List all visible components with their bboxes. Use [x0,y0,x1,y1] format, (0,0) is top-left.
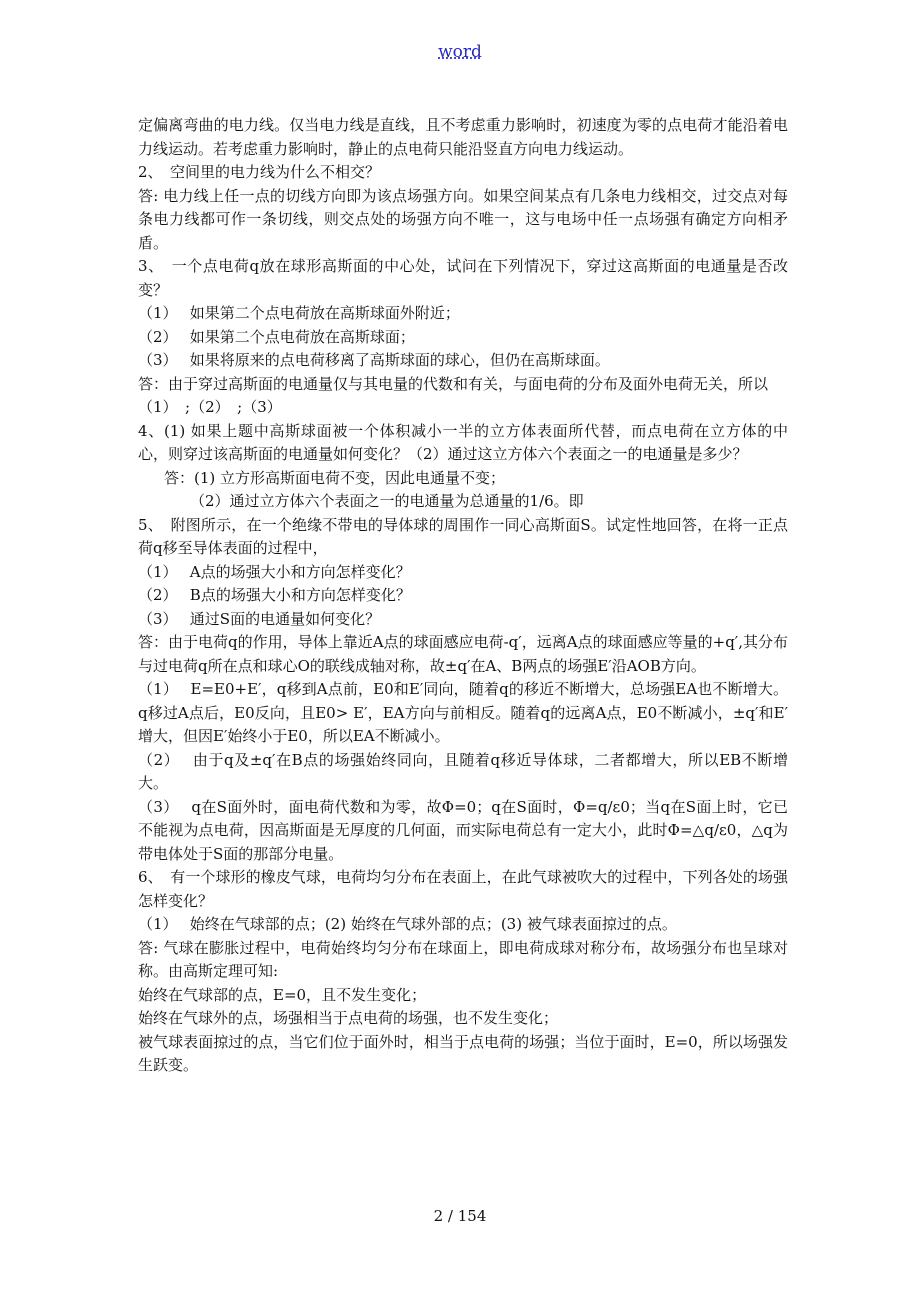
paragraph: 4、(1) 如果上题中高斯球面被一个体积减小一半的立方体表面所代替，而点电荷在立方体的中心，则穿过该高斯面的电通量如何变化？（2）通过这立方体六个表面之一的电通量是多少？ [138,421,788,463]
page-header [0,42,920,62]
paragraph: （1） 始终在气球部的点；(2) 始终在气球外部的点；(3) 被气球表面掠过的点。 [138,915,677,933]
paragraph: （2） 如果第二个点电荷放在高斯球面； [138,327,415,346]
paragraph: 答: 气球在膨胀过程中，电荷始终均匀分布在球面上，即电荷成球对称分布，故场强分布也呈球对称。由高斯定理可知: [138,938,788,980]
paragraph: 6、 有一个球形的橡皮气球，电荷均匀分布在表面上，在此气球被吹大的过程中，下列各处的场强怎样变化？ [138,868,788,910]
paragraph: 2、 空间里的电力线为什么不相交？ [138,163,381,181]
paragraph: 5、 附图所示，在一个绝缘不带电的导体球的周围作一同心高斯面S。试定性地回答，在将一正点荷q移至导体表面的过程中， [138,515,788,557]
paragraph: （1） E=E0+E′，q移到A点前，E0和E′同向，随着q的移近不断增大，总场强EA也不断增大。q移过A点后，E0反向，且E0> E′，EA方向与前相反。随着q的远离A点，E0不断减小，±q′和E′增大，但因E′始终小于E0，所以EA不断减小。 [138,680,788,745]
paragraph: （3） q在S面外时，面电荷代数和为零，故Φ=0；q在S面时，Φ=q/ε0；当q在S面上时，它已不能视为点电荷，因高斯面是无厚度的几何面，而实际电荷总有一定大小，此时Φ=△q/ε0，△q为带电体处于S面的那部分电量。 [138,797,788,863]
paragraph: 3、 一个点电荷q放在球形高斯面的中心处，试问在下列情况下，穿过这高斯面的电通量是否改变？ [138,257,788,299]
paragraph: （3） 通过S面的电通量如何变化？ [138,609,381,628]
paragraph: 答：由于穿过高斯面的电通量仅与其电量的代数和有关，与面电荷的分布及面外电荷无关，所以 [138,374,769,393]
paragraph: 始终在气球部的点，E=0，且不发生变化； [138,985,427,1004]
paragraph: 被气球表面掠过的点，当它们位于面外时，相当于点电荷的场强；当位于面时，E=0，所以场强发生跃变。 [138,1032,788,1074]
paragraph: （2） B点的场强大小和方向怎样变化？ [138,586,411,604]
document-body [138,114,788,1078]
paragraph: （2） 由于q及±q′在B点的场强始终同向，且随着q移近导体球，二者都增大，所以EB不断增大。 [138,750,788,792]
paragraph: （1） A点的场强大小和方向怎样变化？ [138,562,411,581]
paragraph: （2）通过立方体六个表面之一的电通量为总通量的1/6。即 [190,492,584,510]
paragraph: （1） 如果第二个点电荷放在高斯球面外附近； [138,304,460,322]
paragraph: 答：(1) 立方形高斯面电荷不变，因此电通量不变； [164,468,506,487]
paragraph: 始终在气球外的点，场强相当于点电荷的场强，也不发生变化； [138,1009,559,1027]
paragraph: （1） ;（2） ;（3） [138,398,282,416]
header-word-link[interactable]: word [438,42,482,62]
paragraph: 答: 电力线上任一点的切线方向即为该点场强方向。如果空间某点有几条电力线相交，过交点对每条电力线都可作一条切线，则交点处的场强方向不唯一，这与电场中任一点场强有确定方向相矛盾。 [138,186,788,252]
paragraph: （3） 如果将原来的点电荷移离了高斯球面的球心，但仍在高斯球面。 [138,351,610,369]
paragraph: 答：由于电荷q的作用，导体上靠近A点的球面感应电荷-q′，远离A点的球面感应等量的+q′,其分布与过电荷q所在点和球心O的联线成轴对称，故±q′在A、B两点的场强E′沿AOB方向。 [138,633,788,675]
page-number: 2 / 154 [433,1207,487,1225]
paragraph: 定偏离弯曲的电力线。仅当电力线是直线，且不考虑重力影响时，初速度为零的点电荷才能沿着电力线运动。若考虑重力影响时，静止的点电荷只能沿竖直方向电力线运动。 [138,116,788,158]
